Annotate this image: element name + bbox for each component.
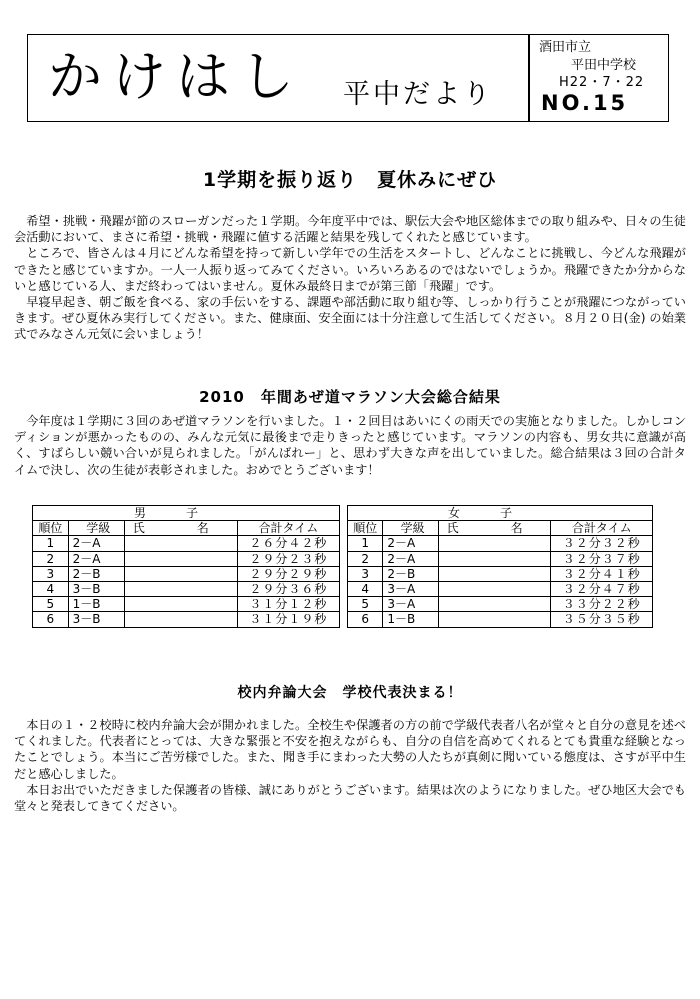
table-row: [348, 612, 653, 627]
rank-cell: 2: [348, 551, 383, 566]
class-cell: 1－B: [68, 597, 124, 612]
class-cell: 2－B: [383, 566, 438, 581]
time-cell: ２６分４２秒: [237, 536, 339, 551]
newsletter-title: かけはし: [48, 45, 304, 108]
paragraph: ところで、皆さんは４月にどんな希望を持って新しい学年での生活をスタートし、どんなことに挑戦し、今どんな飛躍ができたと感じていますか。一人一人振り返ってみてください。いろいろあるのではないでしょうか。飛躍できたか分からないと感じている人、まだ終わってはいません。夏休み最終日までが第三節「飛躍」です。: [14, 246, 686, 293]
time-cell: ３２分３２秒: [551, 536, 653, 551]
name-cell: [124, 566, 237, 581]
col-class: 学級: [68, 521, 124, 536]
time-cell: ３３分２２秒: [551, 597, 653, 612]
boys-results-table: [32, 505, 340, 628]
table-row: [348, 551, 653, 566]
table-header-row: [33, 506, 340, 521]
rank-cell: 6: [33, 612, 69, 627]
rank-cell: 3: [348, 566, 383, 581]
section-speech-body: [14, 717, 686, 814]
class-cell: 2－A: [383, 551, 438, 566]
name-cell: [124, 612, 237, 627]
class-cell: 2－A: [383, 536, 438, 551]
table-row: [33, 536, 340, 551]
masthead: [27, 34, 669, 122]
masthead-divider: [528, 35, 530, 121]
time-cell: ２９分２９秒: [237, 566, 339, 581]
section-heading-marathon: 2010 年間あぜ道マラソン大会総合結果: [199, 388, 501, 406]
class-cell: 3－B: [68, 612, 124, 627]
name-cell: [124, 597, 237, 612]
class-cell: 2－B: [68, 566, 124, 581]
class-cell: 1－B: [383, 612, 438, 627]
paragraph: 本日の１・２校時に校内弁論大会が開かれました。全校生や保護者の方の前で学級代表者八名が堂々と自分の意見を述べてくれました。代表者にとっては、大きな緊張と不安を抱えながらも、自分の自信を高めてくれるとても貴重な経験となったことでしょう。本当にご苦労様でした。また、聞き手にまわった大勢の人たちが真剣に聞いている態度は、さすが平中生だと感心しました。: [14, 718, 686, 781]
table-row: [348, 597, 653, 612]
table-row: [33, 551, 340, 566]
paragraph: 希望・挑戦・飛躍が節のスローガンだった１学期。今年度平中では、駅伝大会や地区総体までの取り組みや、日々の生徒会活動において、まさに希望・挑戦・飛躍に値する活躍と結果を残してくれたと感じています。: [14, 214, 686, 245]
time-cell: ３１分１２秒: [237, 597, 339, 612]
rank-cell: 5: [348, 597, 383, 612]
col-rank: 順位: [348, 521, 383, 536]
class-cell: 2－A: [68, 536, 124, 551]
time-cell: ３５分３５秒: [551, 612, 653, 627]
col-class: 学級: [383, 521, 438, 536]
name-cell: [438, 536, 551, 551]
column-header-row: [33, 521, 340, 536]
table-row: [33, 566, 340, 581]
name-cell: [438, 566, 551, 581]
paragraph: 今年度は１学期に３回のあぜ道マラソンを行いました。１・２回目はあいにくの雨天での実施となりました。しかしコンディションが悪かったものの、みんな元気に最後まで走りきったと感じています。マラソンの内容も、男女共に意識が高く、すばらしい競い合いが見られました。「がんばれー」と、思わず大きな声を出していました。総合結果は３回の合計タイムで決し、次の生徒が表彰されました。おめでとうございます！: [14, 414, 686, 477]
masthead-title-area: [28, 35, 528, 121]
col-rank: 順位: [33, 521, 69, 536]
time-cell: ２９分２３秒: [237, 551, 339, 566]
time-cell: ３１分１９秒: [237, 612, 339, 627]
rank-cell: 1: [33, 536, 69, 551]
rank-cell: 4: [348, 581, 383, 596]
newsletter-subtitle: 平中だより: [343, 79, 493, 110]
name-cell: [124, 581, 237, 596]
class-cell: 3－A: [383, 581, 438, 596]
table-row: [33, 612, 340, 627]
section-marathon-body: [14, 413, 686, 478]
time-cell: ２９分３６秒: [237, 581, 339, 596]
section-heading-summer: 1学期を振り返り 夏休みにぜひ: [202, 169, 498, 191]
table-row: [348, 581, 653, 596]
rank-cell: 2: [33, 551, 69, 566]
table-row: [33, 581, 340, 596]
rank-cell: 6: [348, 612, 383, 627]
column-header-row: [348, 521, 653, 536]
issue-number: NO.15: [541, 91, 629, 115]
paragraph: 本日お出でいただきました保護者の皆様、誠にありがとうございます。結果は次のようになりました。ぜひ地区大会でも堂々と発表してきてください。: [14, 782, 686, 814]
class-cell: 3－B: [68, 581, 124, 596]
issue-date: H22・7・22: [559, 75, 645, 90]
masthead-info: [531, 35, 668, 121]
rank-cell: 3: [33, 566, 69, 581]
name-cell: [438, 597, 551, 612]
time-cell: ３２分４７秒: [551, 581, 653, 596]
paragraph: 早寝早起き、朝ご飯を食べる、家の手伝いをする、課題や部活動に取り組む等、しっかり行うことが飛躍につながっていきます。ぜひ夏休み実行してください。また、健康面、安全面には十分注意して生活してください。８月２０日(金) の始業式でみなさん元気に会いましょう！: [14, 295, 686, 342]
class-cell: 3－A: [383, 597, 438, 612]
boys-label: 男子: [33, 506, 340, 521]
girls-label: 女子: [348, 506, 653, 521]
name-cell: [124, 536, 237, 551]
time-cell: ３２分３７秒: [551, 551, 653, 566]
class-cell: 2－A: [68, 551, 124, 566]
rank-cell: 4: [33, 581, 69, 596]
name-cell: [124, 551, 237, 566]
school-name: 平田中学校: [571, 58, 637, 73]
rank-cell: 5: [33, 597, 69, 612]
name-cell: [438, 581, 551, 596]
time-cell: ３２分４１秒: [551, 566, 653, 581]
col-name: 氏 名: [438, 521, 551, 536]
section-summer-body: [14, 213, 686, 343]
name-cell: [438, 551, 551, 566]
col-time: 合計タイム: [551, 521, 653, 536]
rank-cell: 1: [348, 536, 383, 551]
col-time: 合計タイム: [237, 521, 339, 536]
section-heading-speech-contest: 校内弁論大会 学校代表決まる！: [237, 685, 463, 701]
name-cell: [438, 612, 551, 627]
table-header-row: [348, 506, 653, 521]
table-row: [33, 597, 340, 612]
col-name: 氏 名: [124, 521, 237, 536]
school-city: 酒田市立: [539, 40, 592, 55]
table-row: [348, 536, 653, 551]
table-row: [348, 566, 653, 581]
girls-results-table: [347, 505, 653, 628]
